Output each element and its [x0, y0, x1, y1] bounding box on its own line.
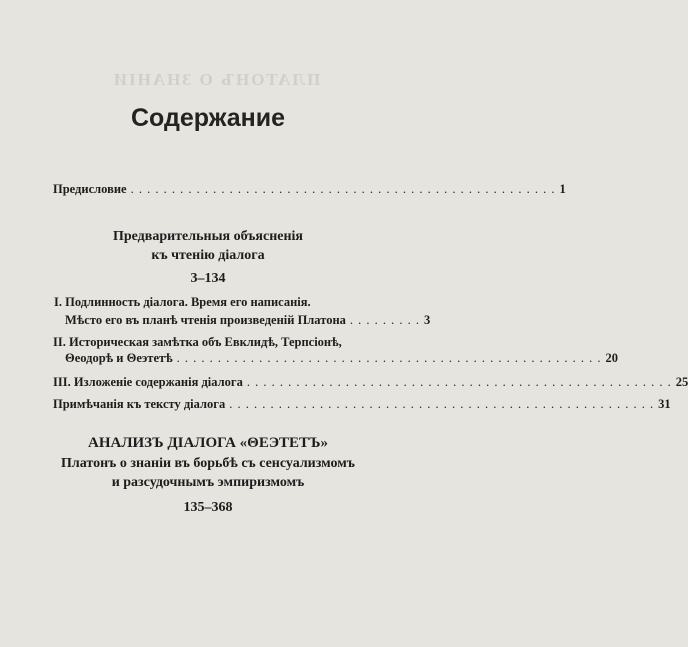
bleed-line-1: ПЛАТОНЪ О ЗНАНІИ: [111, 70, 321, 89]
toc-leader-dots: . . . . . . . . .: [349, 313, 421, 327]
toc-entry-2-line1: II. Историческая замѣтка объ Евклидѣ, Терпсіонѣ,: [53, 335, 342, 349]
section1-title-line1: Предварительныя объясненія: [112, 229, 304, 244]
toc-entry-4: [53, 397, 671, 412]
toc-leader-dots: . . . . . . . . . . . . . . . . . . . . . . . . . . . . . . . . . . . . . . . . . . . . . . . . . . . .: [176, 351, 602, 365]
toc-entry-preface: [53, 182, 566, 197]
section2-title-line1: АНАЛИЗЪ ДІАЛОГА «ΘЕЭТЕТЪ»: [88, 435, 328, 451]
toc-leader-dots: . . . . . . . . . . . . . . . . . . . . . . . . . . . . . . . . . . . . . . . . . . . . . . . . . . . .: [229, 397, 655, 411]
toc-entry-page: 1: [559, 182, 566, 196]
toc-entry-label: III. Изложеніе содержанія діалога: [53, 375, 243, 389]
toc-entry-label: Мѣсто его въ планѣ чтенія произведеній Платона: [65, 313, 346, 327]
toc-entry-label: Θеодорѣ и Θеэтетѣ: [65, 351, 173, 365]
toc-entry-label: Примѣчанія къ тексту діалога: [53, 397, 226, 411]
toc-leader-dots: . . . . . . . . . . . . . . . . . . . . . . . . . . . . . . . . . . . . . . . . . . . . . . . . . . . .: [130, 182, 556, 196]
toc-entry-1-line1: I. Подлинность діалога. Время его написанія.: [54, 295, 311, 309]
toc-entry-3: [53, 375, 688, 390]
toc-entry-1: [65, 313, 431, 328]
section2-title-line3: и разсудочнымъ эмпиризмомъ: [111, 475, 305, 490]
toc-entry-page: 31: [658, 397, 671, 411]
toc-entry-2: [65, 351, 619, 366]
section2-pages: 135–368: [183, 500, 233, 515]
section1-pages: 3–134: [190, 271, 226, 286]
toc-leader-dots: . . . . . . . . . . . . . . . . . . . . . . . . . . . . . . . . . . . . . . . . . . . . . . . . . . . .: [246, 375, 672, 389]
page-title: Содержание: [130, 104, 286, 132]
section1-title-line2: къ чтенію діалога: [151, 248, 265, 263]
toc-entry-page: 25: [675, 375, 688, 389]
section2-title-line2: Платонъ о знаніи въ борьбѣ съ сенсуализмомъ: [61, 456, 355, 471]
toc-entry-page: 3: [424, 313, 431, 327]
toc-entry-page: 20: [605, 351, 619, 365]
toc-entry-label: Предисловие: [53, 182, 127, 196]
